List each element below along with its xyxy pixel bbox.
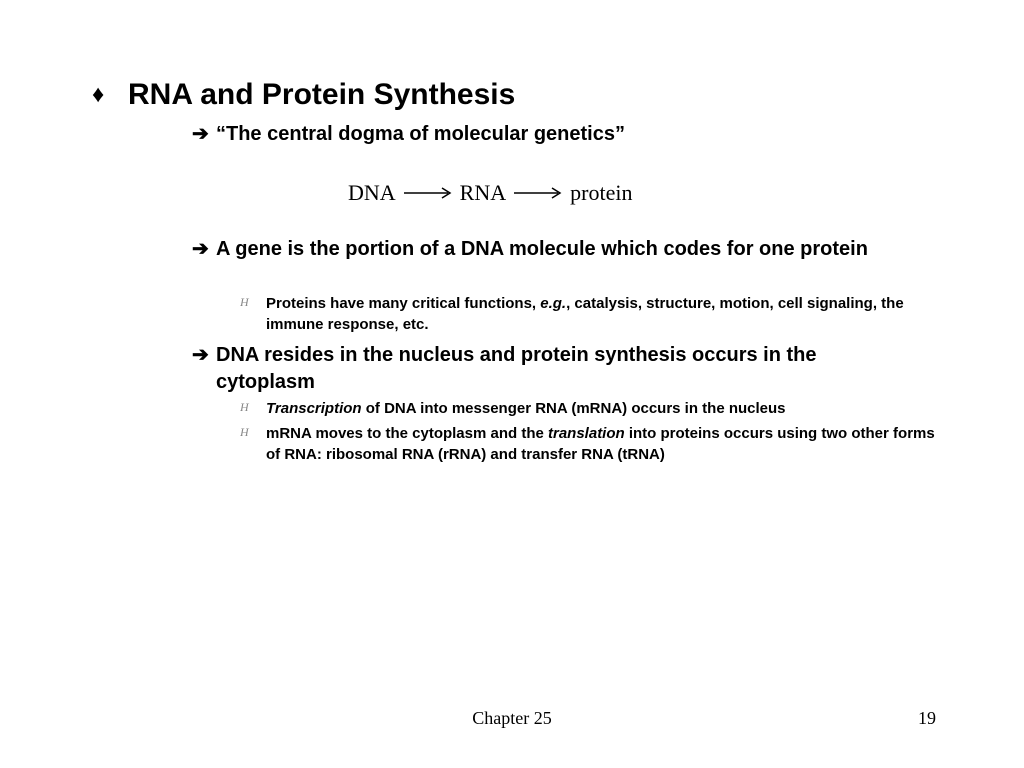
long-arrow-icon xyxy=(514,187,562,199)
dogma-rna-label: RNA xyxy=(459,180,507,205)
subpoint-text: mRNA moves to the cytoplasm and the translation into proteins occurs using two other forms of RNA: ribosomal RNA (rRNA) and transfer RNA (tRNA) xyxy=(266,425,935,463)
point-dna-location-text: DNA resides in the nucleus and protein synthesis occurs in the cytoplasm xyxy=(216,344,817,393)
central-dogma-diagram xyxy=(348,180,632,206)
subpoint-text: Transcription of DNA into messenger RNA (mRNA) occurs in the nucleus xyxy=(266,400,786,417)
footer-chapter: Chapter 25 xyxy=(472,708,552,728)
slide-title-row xyxy=(92,78,515,112)
right-arrow-icon: ➔ xyxy=(192,344,209,366)
point-gene-text: A gene is the portion of a DNA molecule which codes for one protein xyxy=(216,238,868,260)
point-gene xyxy=(192,236,912,263)
right-arrow-icon: ➔ xyxy=(192,238,209,260)
point-dna-location xyxy=(192,342,912,396)
subpoint-protein-functions xyxy=(240,293,940,335)
sub-bullet-icon xyxy=(240,398,266,419)
dogma-protein-label: protein xyxy=(570,180,633,205)
diamond-bullet-icon: ♦ xyxy=(92,81,105,108)
slide-title: RNA and Protein Synthesis xyxy=(128,78,516,111)
subpoint-text: Proteins have many critical functions, e.g., catalysis, structure, motion, cell signaling, the immune response, etc. xyxy=(266,295,904,333)
dogma-dna-label: DNA xyxy=(348,180,396,205)
svg-text:H: H xyxy=(240,295,249,309)
subpoint-transcription xyxy=(240,398,940,419)
footer-page-number: 19 xyxy=(918,708,936,728)
long-arrow-icon xyxy=(404,187,452,199)
right-arrow-icon: ➔ xyxy=(192,123,209,145)
quote-line xyxy=(192,121,912,148)
sub-bullet-icon xyxy=(240,423,266,465)
sub-bullet-icon xyxy=(240,293,266,335)
subpoint-translation xyxy=(240,423,940,465)
quote-text: “The central dogma of molecular genetics” xyxy=(216,123,625,145)
svg-text:H: H xyxy=(240,400,249,414)
svg-text:H: H xyxy=(240,425,249,439)
